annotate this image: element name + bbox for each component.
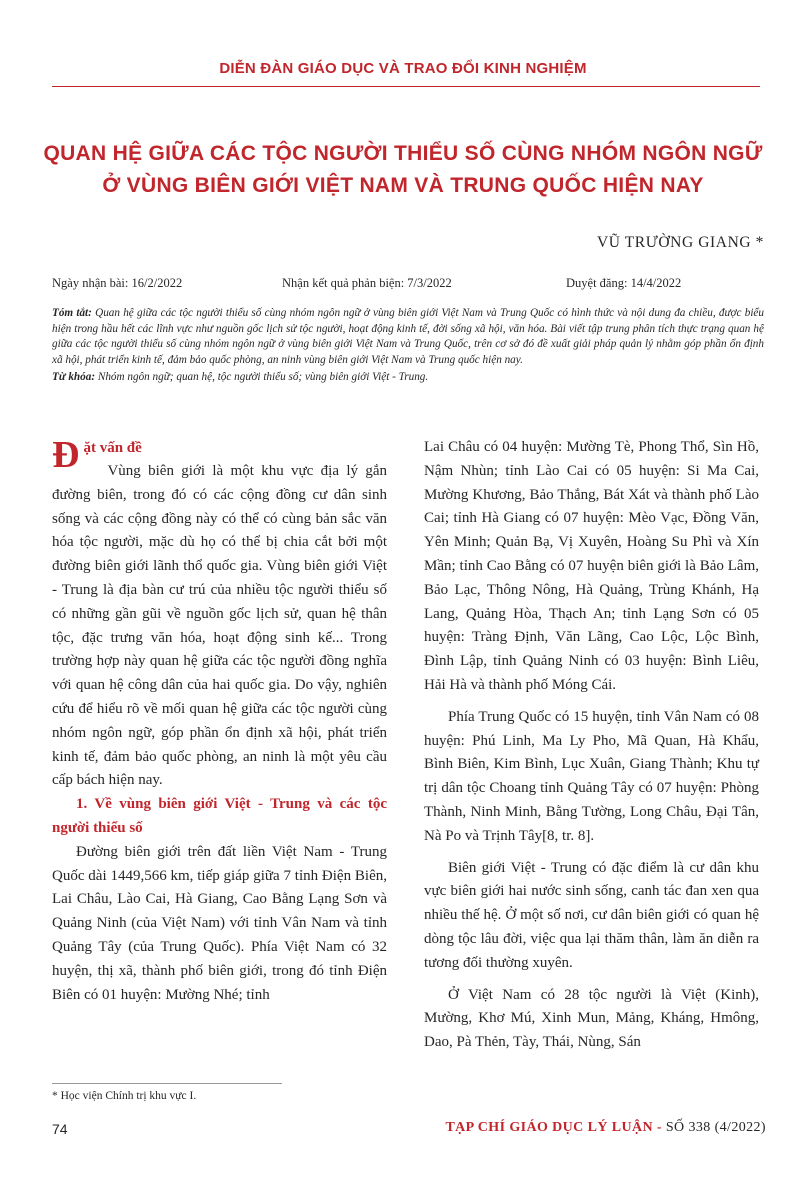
header-rule <box>52 86 760 87</box>
approval-date: Duyệt đăng: 14/4/2022 <box>566 276 682 290</box>
keywords-label: Từ khóa: <box>52 371 96 384</box>
journal-issue: SỐ 338 (4/2022) <box>665 1120 766 1135</box>
intro-heading-text: ặt vấn đề <box>83 440 142 456</box>
received-date: Ngày nhận bài: 16/2/2022 <box>52 276 183 290</box>
page-number: 74 <box>52 1121 68 1137</box>
footnote: * Học viện Chính trị khu vực I. <box>52 1090 197 1102</box>
intro-paragraph: Vùng biên giới là một khu vực địa lý gắn đường biên, trong đó có các cộng đồng cư dân sinh sống và các cộng đồng này có thể có cùng bản sắc văn hóa tộc người, mặc dù họ có thể bị chia cắt bởi một đường biên giới lãnh thổ quốc gia. Vùng biên giới Việt - Trung là địa bàn cư trú của nhiều tộc người thiểu số có những gần gũi về nguồn gốc lịch sử, quan hệ thân tộc, đặc trưng văn hóa, hoạt động sinh kế... Trong trường hợp này quan hệ giữa các tộc người đồng nghĩa với quan hệ công dân của hai quốc gia. Do vậy, nghiên cứu để hiểu rõ về mối quan hệ giữa các tộc người cùng nhóm ngôn ngữ, góp phần ổn định xã hội, phát triển kinh tế, đảm bảo quốc phòng, an ninh là một yêu cầu cấp bách hiện nay. <box>52 463 387 789</box>
keywords-paragraph <box>52 370 764 386</box>
keywords-text: Nhóm ngôn ngữ; quan hệ, tộc người thiểu số; vùng biên giới Việt - Trung. <box>95 371 429 384</box>
abstract-label: Tóm tắt: <box>52 307 92 319</box>
journal-name: TẠP CHÍ GIÁO DỤC LÝ LUẬN - <box>445 1120 662 1135</box>
right-paragraph-1: Lai Châu có 04 huyện: Mường Tè, Phong Thổ, Sìn Hồ, Nậm Nhùn; tỉnh Lào Cai có 05 huyện: Si Ma Cai, Mường Khương, Bảo Thắng, Bát Xát và thành phố Lào Cai; tỉnh Hà Giang có 07 huyện: Mèo Vạc, Đồng Văn, Yên Minh; Quản Bạ, Vị Xuyên, Hoàng Su Phì và Xín Mần; tỉnh Cao Bằng có 07 huyện biên giới là Bảo Lâm, Bảo Lạc, Thông Nông, Hà Quảng, Trùng Khánh, Hạ Lang, Quảng Hòa, Thạch An; tỉnh Lạng Sơn có 05 huyện: Tràng Định, Văn Lãng, Cao Lộc, Lộc Bình, Đình Lập, tỉnh Quảng Ninh có 03 huyện: Bình Liêu, Hải Hà và thành phố Móng Cái. <box>424 439 759 693</box>
right-paragraph-3: Biên giới Việt - Trung có đặc điểm là cư dân khu vực biên giới hai nước sinh sống, canh tác đan xen qua nhiều thế hệ. Ở một số nơi, cư dân biên giới có quan hệ dòng tộc lâu đời, việc qua lại thăm thân, làm ăn diễn ra tương đối thường xuyên. <box>424 859 759 971</box>
author-name: VŨ TRƯỜNG GIANG * <box>596 234 764 251</box>
abstract <box>52 306 764 386</box>
section1-paragraph: Đường biên giới trên đất liền Việt Nam - Trung Quốc dài 1449,566 km, tiếp giáp giữa 7 tỉnh Điện Biên, Lai Châu, Lào Cai, Hà Giang, Cao Bằng Lạng Sơn và Quảng Ninh (của Việt Nam) với tỉnh Vân Nam và tỉnh Quảng Tây (của Trung Quốc). Phía Việt Nam có 32 huyện, thị xã, thành phố biên giới, trong đó tỉnh Điện Biên có 01 huyện: Mường Nhé; tỉnh <box>52 843 387 1003</box>
abstract-text: Quan hệ giữa các tộc người thiểu số cùng nhóm ngôn ngữ ở vùng biên giới Việt Nam và Trung Quốc có hình thức và nội dung đa chiều, được biểu hiện trong hầu hết các lĩnh vực như nguồn gốc lịch sử tộc người, hoạt động kinh tế, đời sống xã hội, văn hóa. Bài viết tập trung phân tích thực trạng quan hệ giữa các tộc người thiểu số cùng nhóm ngôn ngữ ở vùng biên giới Việt Nam và Trung Quốc, trên cơ sở đó đề xuất giải pháp quản lý nhằm góp phần ổn định xã hội, phát triển kinh tế, đảm bảo quốc phòng, an ninh vùng biên giới Việt Nam và Trung quốc hiện nay. <box>52 307 764 366</box>
body-column-left <box>52 436 387 1007</box>
section-header: DIỄN ĐÀN GIÁO DỤC VÀ TRAO ĐỔI KINH NGHIỆM <box>219 60 587 77</box>
abstract-paragraph <box>52 306 764 368</box>
footnote-rule <box>52 1083 282 1084</box>
article-title-line1: QUAN HỆ GIỮA CÁC TỘC NGƯỜI THIỂU SỐ CÙNG NHÓM NGÔN NGỮ <box>43 142 763 165</box>
intro-heading <box>52 434 387 476</box>
review-date: Nhận kết quả phản biện: 7/3/2022 <box>282 276 452 290</box>
section1-heading: 1. Về vùng biên giới Việt - Trung và các tộc người thiểu số <box>52 796 387 836</box>
body-column-right <box>424 436 759 1055</box>
article-title-line2: Ở VÙNG BIÊN GIỚI VIỆT NAM VÀ TRUNG QUỐC HIỆN NAY <box>102 174 704 197</box>
right-paragraph-4: Ở Việt Nam có 28 tộc người là Việt (Kinh), Mường, Khơ Mú, Xinh Mun, Mảng, Kháng, Hmông, Dao, Pà Thẻn, Tày, Thái, Nùng, Sán <box>424 986 759 1051</box>
journal-footer <box>445 1120 766 1136</box>
right-paragraph-2: Phía Trung Quốc có 15 huyện, tỉnh Vân Nam có 08 huyện: Phú Linh, Ma Ly Pho, Mã Quan, Hà Khẩu, Bình Biên, Kim Bình, Lục Xuân, Giang Thành; Khu tự trị dân tộc Choang tỉnh Quảng Tây có 07 huyện: Phòng Thành, Ninh Minh, Bằng Tường, Long Châu, Đại Tân, Nà Po và Trịnh Tây[8, tr. 8]. <box>424 708 759 844</box>
dropcap: Đ <box>52 434 80 476</box>
